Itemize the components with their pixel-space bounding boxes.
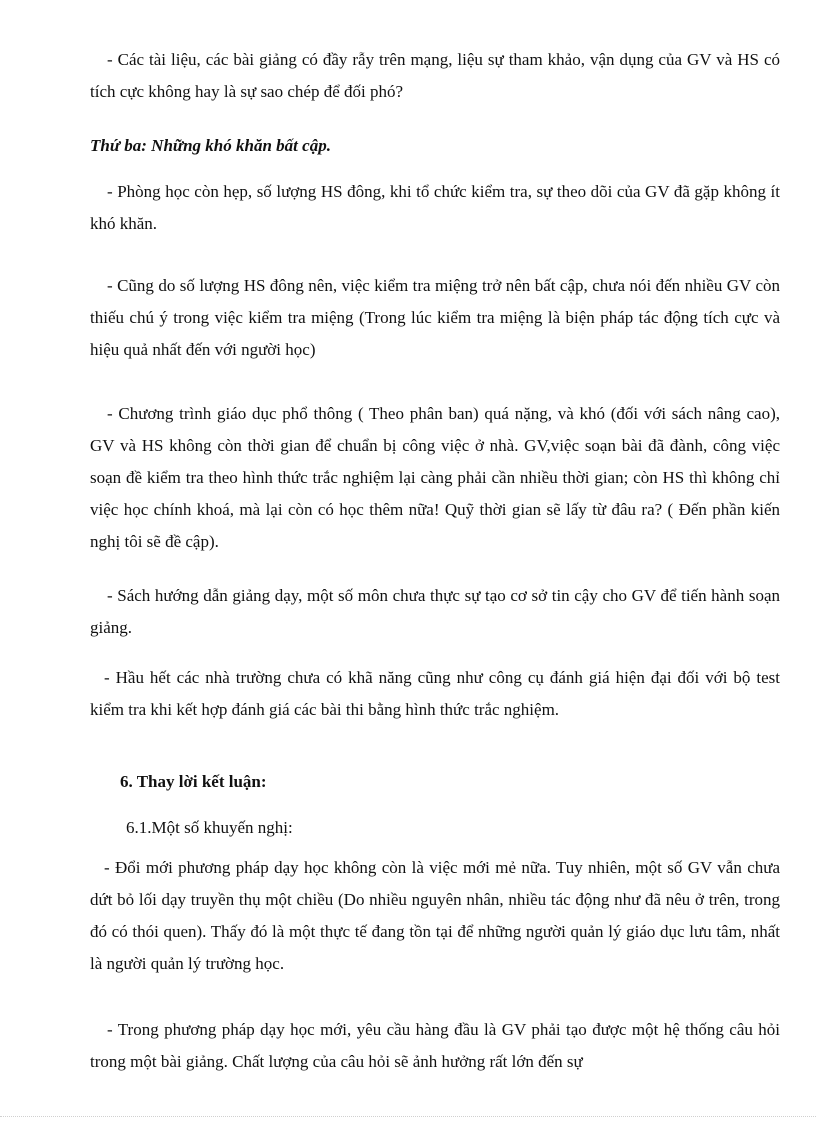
paragraph-online-materials: - Các tài liệu, các bài giảng có đầy rẫy trên mạng, liệu sự tham khảo, vận dụng của GV và HS có tích cực không hay là sự sao chép để đối phó? — [90, 50, 780, 101]
paragraph-assessment-tools: - Hầu hết các nhà trường chưa có khã năng cũng như công cụ đánh giá hiện đại đối với bộ test kiểm tra khi kết hợp đánh giá các bài thi bằng hình thức trắc nghiệm. — [90, 668, 780, 719]
paragraph-oral-testing: - Cũng do số lượng HS đông nên, việc kiểm tra miệng trở nên bất cập, chưa nói đến nhiều GV còn thiếu chú ý trong việc kiểm tra miệng (Trong lúc kiểm tra miệng là biện pháp tác động tích cực và hiệu quả nhất đến với người học) — [90, 276, 780, 359]
paragraph-question-system: - Trong phương pháp dạy học mới, yêu cầu hàng đầu là GV phải tạo được một hệ thống câu hỏi trong một bài giảng. Chất lượng của câu hỏi sẽ ảnh hưởng rất lớn đến sự — [90, 1020, 780, 1071]
page-bottom-rule — [0, 1116, 816, 1117]
paragraph-curriculum-load: - Chương trình giáo dục phổ thông ( Theo phân ban) quá nặng, và khó (đối với sách nâng cao), GV và HS không còn thời gian để chuẩn bị công việc ở nhà. GV,việc soạn bài đã đành, công việc soạn đề kiểm tra theo hình thức trắc nghiệm lại càng phải cần nhiều thời gian; còn HS thì không chỉ việc học chính khoá, mà lại còn có học thêm nữa! Quỹ thời gian sẽ lấy từ đâu ra? ( Đến phần kiến nghị tôi sẽ đề cập). — [90, 404, 780, 551]
paragraph-teaching-guides: - Sách hướng dẫn giảng dạy, một số môn chưa thực sự tạo cơ sở tin cậy cho GV để tiến hành soạn giảng. — [90, 586, 780, 637]
heading-conclusion: 6. Thay lời kết luận: — [120, 772, 267, 791]
heading-third-difficulties: Thứ ba: Những khó khăn bất cập. — [90, 136, 331, 155]
paragraph-classroom-size: - Phòng học còn hẹp, số lượng HS đông, khi tổ chức kiểm tra, sự theo dõi của GV đã gặp không ít khó khăn. — [90, 182, 780, 233]
paragraph-method-innovation: - Đổi mới phương pháp dạy học không còn là việc mới mẻ nữa. Tuy nhiên, một số GV vẫn chưa dứt bỏ lối dạy truyền thụ một chiều (Do nhiều nguyên nhân, nhiều tác động như đã nêu ở trên, trong đó có thói quen). Thấy đó là một thực tế đang tồn tại để những người quản lý giáo dục lưu tâm, nhất là người quản lý trường học. — [90, 858, 780, 973]
subheading-recommendations: 6.1.Một số khuyến nghị: — [126, 818, 293, 837]
